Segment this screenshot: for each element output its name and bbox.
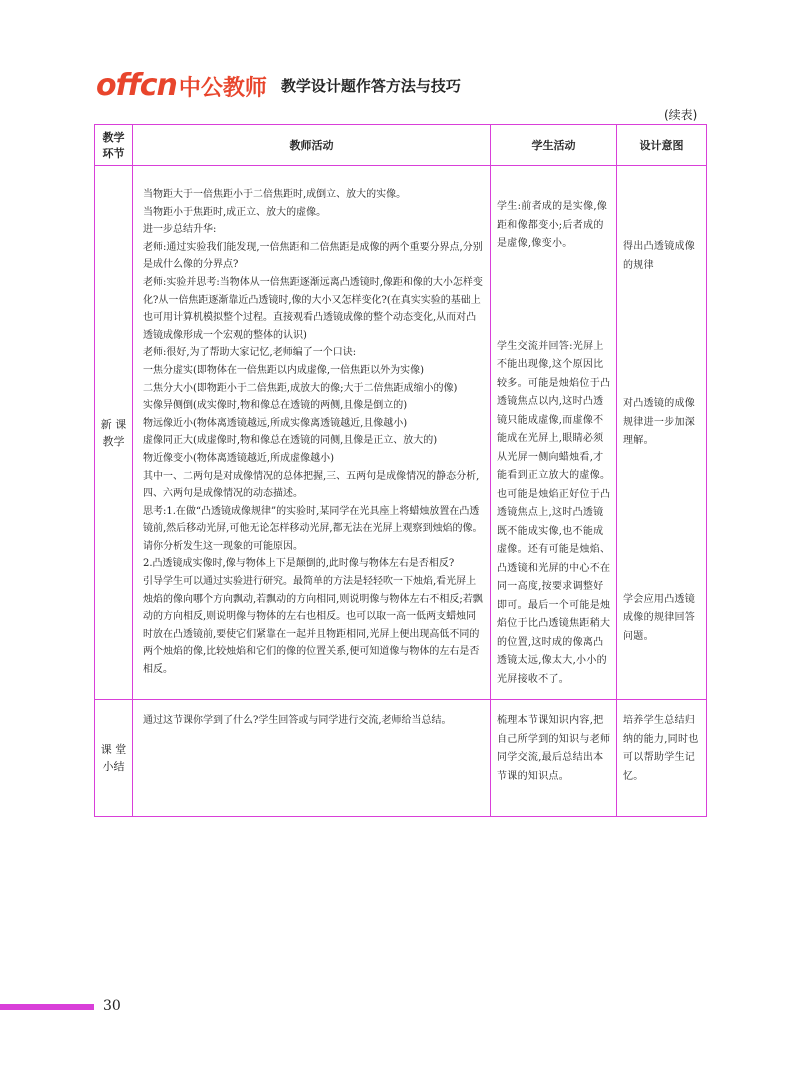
design-intent-1: 得出凸透镜成像的规律 <box>623 241 696 271</box>
header-stage-line-2: 环节 <box>102 147 125 160</box>
table-row-summary <box>95 700 707 817</box>
teacher-line: 引导学生可以通过实验进行研究。最简单的方法是轻轻吹一下烛焰,看光屏上烛焰的像向哪个方向飘动,若飘动的方向相同,则说明像与物体左右不相反;若飘动的方向相反,则说明像与物体的左右也相反。也可以取一高一低两支蜡烛同时放在凸透镜前,要使它们紧靠在一起并且物距相同,光屏上便出现高低不同的两个烛焰的像,比较烛焰和它们的像的位置关系,便可知道像与物体的左右是否相反。 <box>143 576 483 676</box>
offcn-logo <box>96 68 267 103</box>
teacher-line: 2.凸透镜成实像时,像与物体上下是颠倒的,此时像与物体左右是否相反? <box>143 558 455 570</box>
logo-english: offcn <box>96 67 177 103</box>
teacher-line: 思考:1.在做“凸透镜成像规律”的实验时,某同学在光具座上将蜡烛放置在凸透镜前,然后移动光屏,可他无论怎样移动光屏,都无法在光屏上观察到烛焰的像。请你分析发生这一现象的可能原因。 <box>143 505 483 552</box>
header-stage-line-1: 教学 <box>102 131 125 144</box>
teacher-line: 虚像同正大(成虚像时,物和像总在透镜的同侧,且像是正立、放大的) <box>143 435 438 447</box>
header-student: 学生活动 <box>491 125 617 166</box>
continued-label: (续表) <box>664 108 698 122</box>
header-stage <box>95 125 133 166</box>
header-title: 教学设计题作答方法与技巧 <box>280 76 461 95</box>
teacher-summary: 通过这节课你学到了什么?学生回答或与同学进行交流,老师给当总结。 <box>143 715 452 726</box>
stage-cell <box>95 166 133 700</box>
student-answer-1: 学生:前者成的是实像,像距和像都变小;后者成的是虚像,像变小。 <box>497 201 608 249</box>
teacher-activity-cell <box>133 166 491 700</box>
table-row-new-lesson <box>95 166 707 700</box>
stage-line-2: 教学 <box>102 434 125 448</box>
design-intent-3: 学会应用凸透镜成像的规律回答问题。 <box>623 593 696 642</box>
teacher-activity-cell <box>133 700 491 817</box>
student-summary: 梳理本节课知识内容,把自己所学到的知识与老师同学交流,最后总结出本节课的知识点。 <box>497 715 611 782</box>
teacher-line: 物近像变小(物体离透镜越近,所成虚像越小) <box>143 452 334 464</box>
teacher-line: 当物距大于一倍焦距小于二倍焦距时,成倒立、放大的实像。 <box>143 189 407 200</box>
lesson-table <box>94 124 707 817</box>
teacher-line: 一焦分虚实(即物体在一倍焦距以内成虚像,一倍焦距以外为实像) <box>143 364 424 376</box>
design-summary: 培养学生总结归纳的能力,同时也可以帮助学生记忆。 <box>623 715 699 782</box>
teacher-line: 老师:很好,为了帮助大家记忆,老师编了一个口诀: <box>143 347 357 359</box>
teacher-line: 老师:通过实验我们能发现,一倍焦距和二倍焦距是成像的两个重要分界点,分别是成什么像的分界点? <box>143 241 483 271</box>
logo-chinese: 中公教师 <box>178 75 267 101</box>
teacher-line: 老师:实验并思考:当物体从一倍焦距逐渐远离凸透镜时,像距和像的大小怎样变化?从一倍焦距逐渐靠近凸透镜时,像的大小又怎样变化?(在真实实验的基础上也可用计算机模拟整个过程。直接观看凸透镜成像的整个动态变化,从而对凸透镜成像形成一个宏观的整体的认识) <box>143 276 483 341</box>
design-intent-cell <box>617 700 707 817</box>
student-activity-cell <box>491 700 617 817</box>
teacher-line: 当物距小于焦距时,成正立、放大的虚像。 <box>143 206 327 218</box>
stage-line-1: 新 课 <box>100 417 127 431</box>
table-header-row <box>95 125 707 166</box>
teacher-line: 进一步总结升华: <box>143 224 217 236</box>
design-intent-cell <box>617 166 707 700</box>
design-intent-2: 对凸透镜的成像规律进一步加深理解。 <box>623 398 696 446</box>
teacher-line: 物远像近小(物体离透镜越远,所成实像离透镜越近,且像越小) <box>143 417 408 429</box>
student-activity-cell <box>491 166 617 700</box>
teacher-line: 其中一、二两句是对成像情况的总体把握,三、五两句是成像情况的静态分析,四、六两句是成像情况的动态描述。 <box>143 470 480 500</box>
page-header <box>96 68 461 102</box>
header-teacher: 教师活动 <box>133 125 491 166</box>
teacher-line: 二焦分大小(即物距小于二倍焦距,成放大的像;大于二倍焦距成缩小的像) <box>143 382 458 394</box>
stage-line-1: 课 堂 <box>100 743 127 756</box>
header-design: 设计意图 <box>617 125 707 166</box>
page-number: 30 <box>103 998 121 1014</box>
page-accent-bar <box>0 1004 94 1010</box>
stage-line-2: 小结 <box>102 760 125 773</box>
stage-cell <box>95 700 133 817</box>
teacher-line: 实像异侧倒(成实像时,物和像总在透镜的两侧,且像是倒立的) <box>143 400 408 412</box>
student-answer-2: 学生交流并回答:光屏上不能出现像,这个原因比较多。可能是烛焰位于凸透镜焦点以内,这时凸透镜只能成虚像,而虚像不能成在光屏上,眼睛必须从光屏一侧向蜡烛看,才能看到正立放大的虚像。也可能是烛焰正好位于凸透镜焦点上,这时凸透镜既不能成实像,也不能成虚像。还有可能是烛焰、凸透镜和光屏的中心不在同一高度,按要求调整好即可。最后一个可能是烛焰位于比凸透镜焦距稍大的位置,这时成的像离凸透镜太远,像太大,小小的光屏接收不了。 <box>497 340 611 685</box>
